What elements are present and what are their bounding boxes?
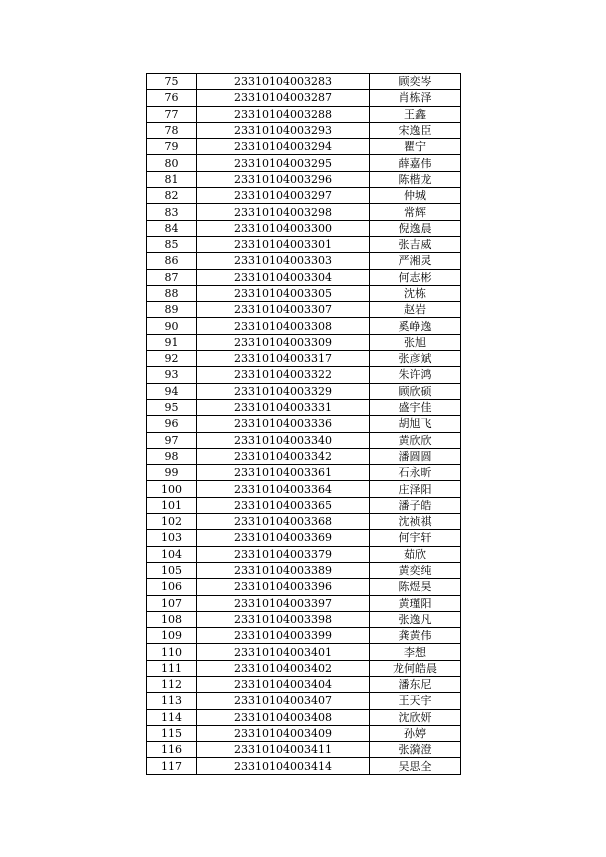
student-name-cell: 宋逸臣	[370, 122, 461, 138]
student-id-cell: 23310104003414	[197, 758, 370, 774]
student-id-cell: 23310104003295	[197, 155, 370, 171]
student-name-cell: 孙婷	[370, 725, 461, 741]
student-id-cell: 23310104003336	[197, 416, 370, 432]
table-row	[147, 562, 461, 578]
table-row	[147, 188, 461, 204]
student-name-cell: 沈祯祺	[370, 514, 461, 530]
row-number-cell: 105	[147, 562, 197, 578]
row-number-cell: 88	[147, 285, 197, 301]
student-id-cell: 23310104003301	[197, 236, 370, 252]
student-id-cell: 23310104003398	[197, 611, 370, 627]
row-number-cell: 109	[147, 628, 197, 644]
student-id-cell: 23310104003397	[197, 595, 370, 611]
table-row	[147, 676, 461, 692]
row-number-cell: 85	[147, 236, 197, 252]
student-name-cell: 王天宇	[370, 693, 461, 709]
student-name-cell: 黄瑾阳	[370, 595, 461, 611]
student-name-cell: 何志彬	[370, 269, 461, 285]
table-row	[147, 628, 461, 644]
student-id-cell: 23310104003379	[197, 546, 370, 562]
student-name-cell: 庄泽阳	[370, 481, 461, 497]
student-id-cell: 23310104003287	[197, 90, 370, 106]
table-row	[147, 253, 461, 269]
student-id-cell: 23310104003329	[197, 383, 370, 399]
student-name-cell: 肖栋泽	[370, 90, 461, 106]
student-id-cell: 23310104003407	[197, 693, 370, 709]
student-id-cell: 23310104003411	[197, 742, 370, 758]
student-name-cell: 常辉	[370, 204, 461, 220]
table-row	[147, 122, 461, 138]
row-number-cell: 78	[147, 122, 197, 138]
student-id-cell: 23310104003402	[197, 660, 370, 676]
row-number-cell: 86	[147, 253, 197, 269]
student-name-cell: 黄奕纯	[370, 562, 461, 578]
student-id-cell: 23310104003409	[197, 725, 370, 741]
student-id-cell: 23310104003389	[197, 562, 370, 578]
student-id-cell: 23310104003317	[197, 351, 370, 367]
student-name-cell: 石永昕	[370, 465, 461, 481]
row-number-cell: 96	[147, 416, 197, 432]
row-number-cell: 75	[147, 74, 197, 90]
row-number-cell: 112	[147, 676, 197, 692]
table-row	[147, 351, 461, 367]
student-name-cell: 严湘灵	[370, 253, 461, 269]
row-number-cell: 111	[147, 660, 197, 676]
table-row	[147, 481, 461, 497]
student-name-cell: 龙何皓晨	[370, 660, 461, 676]
table-row	[147, 742, 461, 758]
table-row	[147, 334, 461, 350]
row-number-cell: 113	[147, 693, 197, 709]
table-row	[147, 139, 461, 155]
student-name-cell: 张逸凡	[370, 611, 461, 627]
student-name-cell: 瞿宁	[370, 139, 461, 155]
table-row	[147, 579, 461, 595]
row-number-cell: 79	[147, 139, 197, 155]
table-row	[147, 530, 461, 546]
student-id-cell: 23310104003300	[197, 220, 370, 236]
row-number-cell: 107	[147, 595, 197, 611]
row-number-cell: 98	[147, 448, 197, 464]
table-row	[147, 204, 461, 220]
table-row	[147, 269, 461, 285]
row-number-cell: 117	[147, 758, 197, 774]
student-id-cell: 23310104003305	[197, 285, 370, 301]
student-name-cell: 沈栋	[370, 285, 461, 301]
student-name-cell: 沈欣妍	[370, 709, 461, 725]
table-row	[147, 693, 461, 709]
row-number-cell: 100	[147, 481, 197, 497]
table-row	[147, 90, 461, 106]
student-name-cell: 顾欣硕	[370, 383, 461, 399]
row-number-cell: 94	[147, 383, 197, 399]
student-id-cell: 23310104003331	[197, 399, 370, 415]
student-id-cell: 23310104003296	[197, 171, 370, 187]
table-row	[147, 709, 461, 725]
row-number-cell: 84	[147, 220, 197, 236]
student-name-cell: 胡旭飞	[370, 416, 461, 432]
table-row	[147, 546, 461, 562]
student-name-cell: 龚黄伟	[370, 628, 461, 644]
student-id-cell: 23310104003364	[197, 481, 370, 497]
table-row	[147, 74, 461, 90]
table-row	[147, 432, 461, 448]
table-row	[147, 644, 461, 660]
table-row	[147, 416, 461, 432]
student-id-cell: 23310104003322	[197, 367, 370, 383]
student-name-cell: 仲城	[370, 188, 461, 204]
student-name-cell: 陈楷龙	[370, 171, 461, 187]
table-row	[147, 725, 461, 741]
row-number-cell: 108	[147, 611, 197, 627]
student-id-cell: 23310104003304	[197, 269, 370, 285]
student-id-cell: 23310104003303	[197, 253, 370, 269]
student-name-cell: 陈煜昊	[370, 579, 461, 595]
student-name-cell: 王鑫	[370, 106, 461, 122]
student-name-cell: 何宇轩	[370, 530, 461, 546]
student-id-cell: 23310104003293	[197, 122, 370, 138]
student-id-cell: 23310104003399	[197, 628, 370, 644]
row-number-cell: 82	[147, 188, 197, 204]
row-number-cell: 81	[147, 171, 197, 187]
student-name-cell: 潘东尼	[370, 676, 461, 692]
row-number-cell: 115	[147, 725, 197, 741]
table-row	[147, 448, 461, 464]
student-name-cell: 朱许鸿	[370, 367, 461, 383]
table-row	[147, 171, 461, 187]
row-number-cell: 92	[147, 351, 197, 367]
student-name-cell: 薛嘉伟	[370, 155, 461, 171]
row-number-cell: 101	[147, 497, 197, 513]
table-row	[147, 758, 461, 774]
row-number-cell: 80	[147, 155, 197, 171]
student-id-cell: 23310104003342	[197, 448, 370, 464]
roster-table	[146, 73, 461, 775]
row-number-cell: 97	[147, 432, 197, 448]
row-number-cell: 114	[147, 709, 197, 725]
student-name-cell: 潘圆圆	[370, 448, 461, 464]
student-name-cell: 张旭	[370, 334, 461, 350]
row-number-cell: 103	[147, 530, 197, 546]
student-name-cell: 潘子皓	[370, 497, 461, 513]
student-id-cell: 23310104003404	[197, 676, 370, 692]
table-row	[147, 236, 461, 252]
row-number-cell: 89	[147, 302, 197, 318]
row-number-cell: 83	[147, 204, 197, 220]
student-id-cell: 23310104003401	[197, 644, 370, 660]
row-number-cell: 116	[147, 742, 197, 758]
table-row	[147, 595, 461, 611]
student-id-cell: 23310104003369	[197, 530, 370, 546]
row-number-cell: 76	[147, 90, 197, 106]
table-row	[147, 514, 461, 530]
row-number-cell: 102	[147, 514, 197, 530]
student-id-cell: 23310104003396	[197, 579, 370, 595]
table-row	[147, 497, 461, 513]
student-name-cell: 吴思全	[370, 758, 461, 774]
student-id-cell: 23310104003361	[197, 465, 370, 481]
table-row	[147, 611, 461, 627]
table-row	[147, 367, 461, 383]
student-name-cell: 赵岩	[370, 302, 461, 318]
student-name-cell: 张吉威	[370, 236, 461, 252]
student-name-cell: 李想	[370, 644, 461, 660]
table-row	[147, 155, 461, 171]
table-row	[147, 106, 461, 122]
row-number-cell: 104	[147, 546, 197, 562]
row-number-cell: 90	[147, 318, 197, 334]
student-name-cell: 张彦斌	[370, 351, 461, 367]
table-row	[147, 302, 461, 318]
table-row	[147, 383, 461, 399]
table-row	[147, 220, 461, 236]
table-row	[147, 285, 461, 301]
student-name-cell: 盛宇佳	[370, 399, 461, 415]
student-name-cell: 倪逸晨	[370, 220, 461, 236]
student-id-cell: 23310104003365	[197, 497, 370, 513]
student-id-cell: 23310104003408	[197, 709, 370, 725]
student-id-cell: 23310104003308	[197, 318, 370, 334]
student-id-cell: 23310104003307	[197, 302, 370, 318]
student-id-cell: 23310104003297	[197, 188, 370, 204]
row-number-cell: 106	[147, 579, 197, 595]
row-number-cell: 93	[147, 367, 197, 383]
row-number-cell: 91	[147, 334, 197, 350]
student-id-cell: 23310104003368	[197, 514, 370, 530]
roster-table-body	[147, 74, 461, 775]
row-number-cell: 110	[147, 644, 197, 660]
student-id-cell: 23310104003294	[197, 139, 370, 155]
student-name-cell: 张漪澄	[370, 742, 461, 758]
student-id-cell: 23310104003298	[197, 204, 370, 220]
student-id-cell: 23310104003309	[197, 334, 370, 350]
row-number-cell: 77	[147, 106, 197, 122]
row-number-cell: 99	[147, 465, 197, 481]
table-row	[147, 465, 461, 481]
student-name-cell: 茹欣	[370, 546, 461, 562]
student-name-cell: 黄欣欣	[370, 432, 461, 448]
table-row	[147, 660, 461, 676]
student-id-cell: 23310104003283	[197, 74, 370, 90]
student-name-cell: 顾奕岑	[370, 74, 461, 90]
table-row	[147, 399, 461, 415]
student-id-cell: 23310104003288	[197, 106, 370, 122]
row-number-cell: 95	[147, 399, 197, 415]
table-row	[147, 318, 461, 334]
row-number-cell: 87	[147, 269, 197, 285]
student-id-cell: 23310104003340	[197, 432, 370, 448]
student-name-cell: 奚峥逸	[370, 318, 461, 334]
